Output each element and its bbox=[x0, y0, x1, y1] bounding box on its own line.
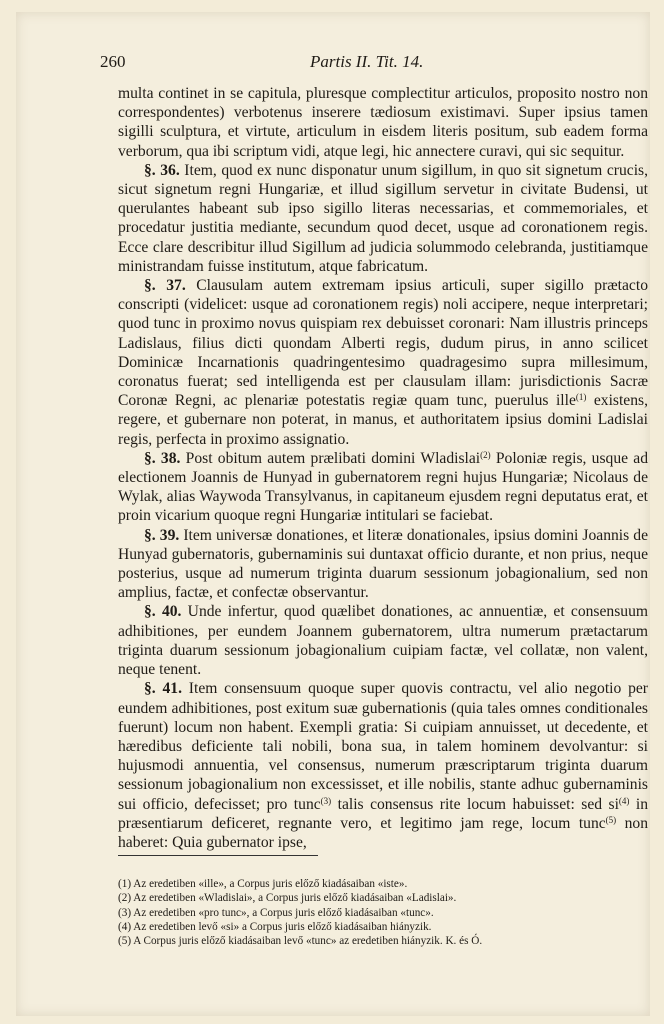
footnote-ref[interactable]: (5) bbox=[605, 814, 617, 825]
footnote-mark: (1) bbox=[118, 878, 132, 890]
footnote-mark: (2) bbox=[118, 892, 132, 905]
section-40 bbox=[118, 602, 648, 679]
footnote-mark: (3) bbox=[118, 906, 132, 919]
footnote-text: Az eredetiben «Wladislai», a Corpus juris előző kiadásaiban «Ladislai». bbox=[133, 892, 457, 905]
footnote-divider bbox=[118, 855, 318, 856]
footnote-text: Az eredetiben «pro tunc», a Corpus juris előző kiadásaiban «tunc». bbox=[133, 906, 434, 919]
footnote-text: Az eredetiben levő «si» a Corpus juris előző kiadásaiban hiányzik. bbox=[133, 920, 432, 933]
footnote-mark: (5) bbox=[118, 935, 132, 948]
page-header bbox=[100, 52, 640, 72]
paragraph-text: Unde infertur, quod quælibet donationes, ac annuentiæ, et consensuum adhibitiones, per eundem Joannem gubernatorem, ultra numerum prætactarum triginta duarum sessionum jobagionalium cuipiam factæ, vel collatæ, non valent, neque tenent. bbox=[118, 603, 648, 679]
section-36 bbox=[118, 161, 648, 276]
section-37 bbox=[118, 276, 648, 449]
footnote-item bbox=[118, 877, 648, 891]
paragraph-intro bbox=[118, 84, 648, 161]
footnote-ref[interactable]: (3) bbox=[320, 795, 332, 806]
section-number: §. 39. bbox=[144, 526, 180, 544]
footnotes bbox=[118, 877, 648, 948]
paragraph-text: in præsentiarum deficeret, regnante vero, et legitimo jam rege, locum tunc bbox=[118, 795, 649, 832]
section-number: §. 41. bbox=[144, 680, 182, 698]
paragraph-text: Clausulam autem extremam ipsius articuli, super sigillo prætacto conscripti (videlicet: usque ad coronationem regis) noli accipere, neque interpretari; quod tunc in proximo novus quispiam rex debuisset coronari: Nam illustris princeps Ladislaus, filius dicti quondam Alberti regis, dudum pirus, in anno scilicet Dominicæ Incarnationis quadringentesimo quadragesimo supra millesimum, coronatus fuerat; sed intelligenda est per clausulam illam: jurisdictionis Sacræ Coronæ Regni, ac plenariæ potestatis regiæ quam tunc, puerulus ille bbox=[118, 277, 648, 410]
footnote-ref[interactable]: (1) bbox=[575, 392, 587, 403]
paragraph-text: non haberet: Quia gubernator ipse, bbox=[118, 814, 648, 851]
section-number: §. 36. bbox=[144, 161, 180, 179]
paragraph-text: Poloniæ regis, usque ad electionem Joannis de Hunyad in gubernatorem regni hujus Hungariæ; Nicolaus de Wylak, alias Waywoda Transylvanus, in capitaneum ejusdem regni deputatus erat, et proin vicarium quoque regni Hungariæ intitulari se faciebat. bbox=[118, 449, 648, 525]
footnote-ref[interactable]: (2) bbox=[480, 449, 491, 460]
paragraph-text: existens, regere, et gubernare non poterat, in manus, et authoritatem ipsius domini Ladislai regis, perfecta in proximo assignatio. bbox=[118, 392, 648, 448]
section-number: §. 38. bbox=[144, 449, 181, 467]
footnote-mark: (4) bbox=[118, 920, 132, 933]
footnote-item bbox=[118, 920, 648, 934]
section-number: §. 37. bbox=[144, 277, 186, 295]
paragraph-text: Post obitum autem prælibati domini Wladislai bbox=[180, 449, 481, 467]
section-41 bbox=[118, 679, 648, 852]
running-title: Partis II. Tit. 14. bbox=[310, 52, 424, 71]
main-text bbox=[118, 84, 648, 852]
section-number: §. 40. bbox=[144, 603, 182, 621]
footnote-item bbox=[118, 906, 648, 920]
footnote-item bbox=[118, 934, 648, 948]
footnote-item bbox=[118, 891, 648, 905]
footnote-text: A Corpus juris előző kiadásaiban levő «tunc» az eredetiben hiányzik. K. és Ó. bbox=[133, 935, 483, 948]
footnote-ref[interactable]: (4) bbox=[618, 795, 630, 806]
paragraph-text: Item, quod ex nunc disponatur unum sigillum, in quo sit signetum crucis, sicut signetum regni Hungariæ, et illud sigillum servetur in civitate Budensi, ut querulantes habeant sub ipso sigillo literas necessarias, et commemoriales, et procedatur justitia mediante, secundum quod decet, usque ad coronationem regis. Ecce clare describitur illud Sigillum ad judicia solummodo celebranda, justitiamque ministrandam fuisse institutum, atque fabricatum. bbox=[118, 161, 649, 275]
paragraph-text: Item consensuum quoque super quovis contractu, vel alio negotio per eundem adhibitiones, post exitum suæ gubernationis (quia tales omnes conditionales fuerunt) locum non habent. Exempli gratia: Si cuipiam annuisset, ut decedente, et hæredibus deficiente tali nobili, bona sua, in talem hominem devolvantur: si hujusmodi annuentia, vel consensus, numerum præscriptarum triginta duarum sessionum jobagionalium non excessisset, et ille nobilis, stante adhuc gubernaminis sui officio, defecisset; pro tunc bbox=[118, 680, 649, 813]
paragraph-text: multa continet in se capitula, pluresque complectitur articulos, proposito nostro non correspondentes) verbotenus inserere tædiosum existimavi. Super ipsius tamen sigilli sculptura, et virtute, articulum in eisdem literis positum, sub eadem forma verborum, qua ibi scriptum vidi, atque legi, hic annectere curavi, qui sic sequitur. bbox=[118, 85, 648, 160]
section-38 bbox=[118, 449, 648, 526]
section-39 bbox=[118, 526, 648, 603]
paragraph-text: Item universæ donationes, et literæ donationales, ipsius domini Joannis de Hunyad gubernatoris, gubernaminis sui duntaxat officio durante, et non prius, neque posterius, usque ad numerum triginta duarum sessionum jobagionalium, sed non amplius, factæ, et confectæ observantur. bbox=[118, 526, 648, 602]
footnote-text: Az eredetiben «ille», a Corpus juris előző kiadásaiban «iste». bbox=[133, 878, 408, 890]
page-number: 260 bbox=[100, 52, 126, 71]
paragraph-text: talis consensus rite locum habuisset: sed si bbox=[331, 795, 619, 813]
